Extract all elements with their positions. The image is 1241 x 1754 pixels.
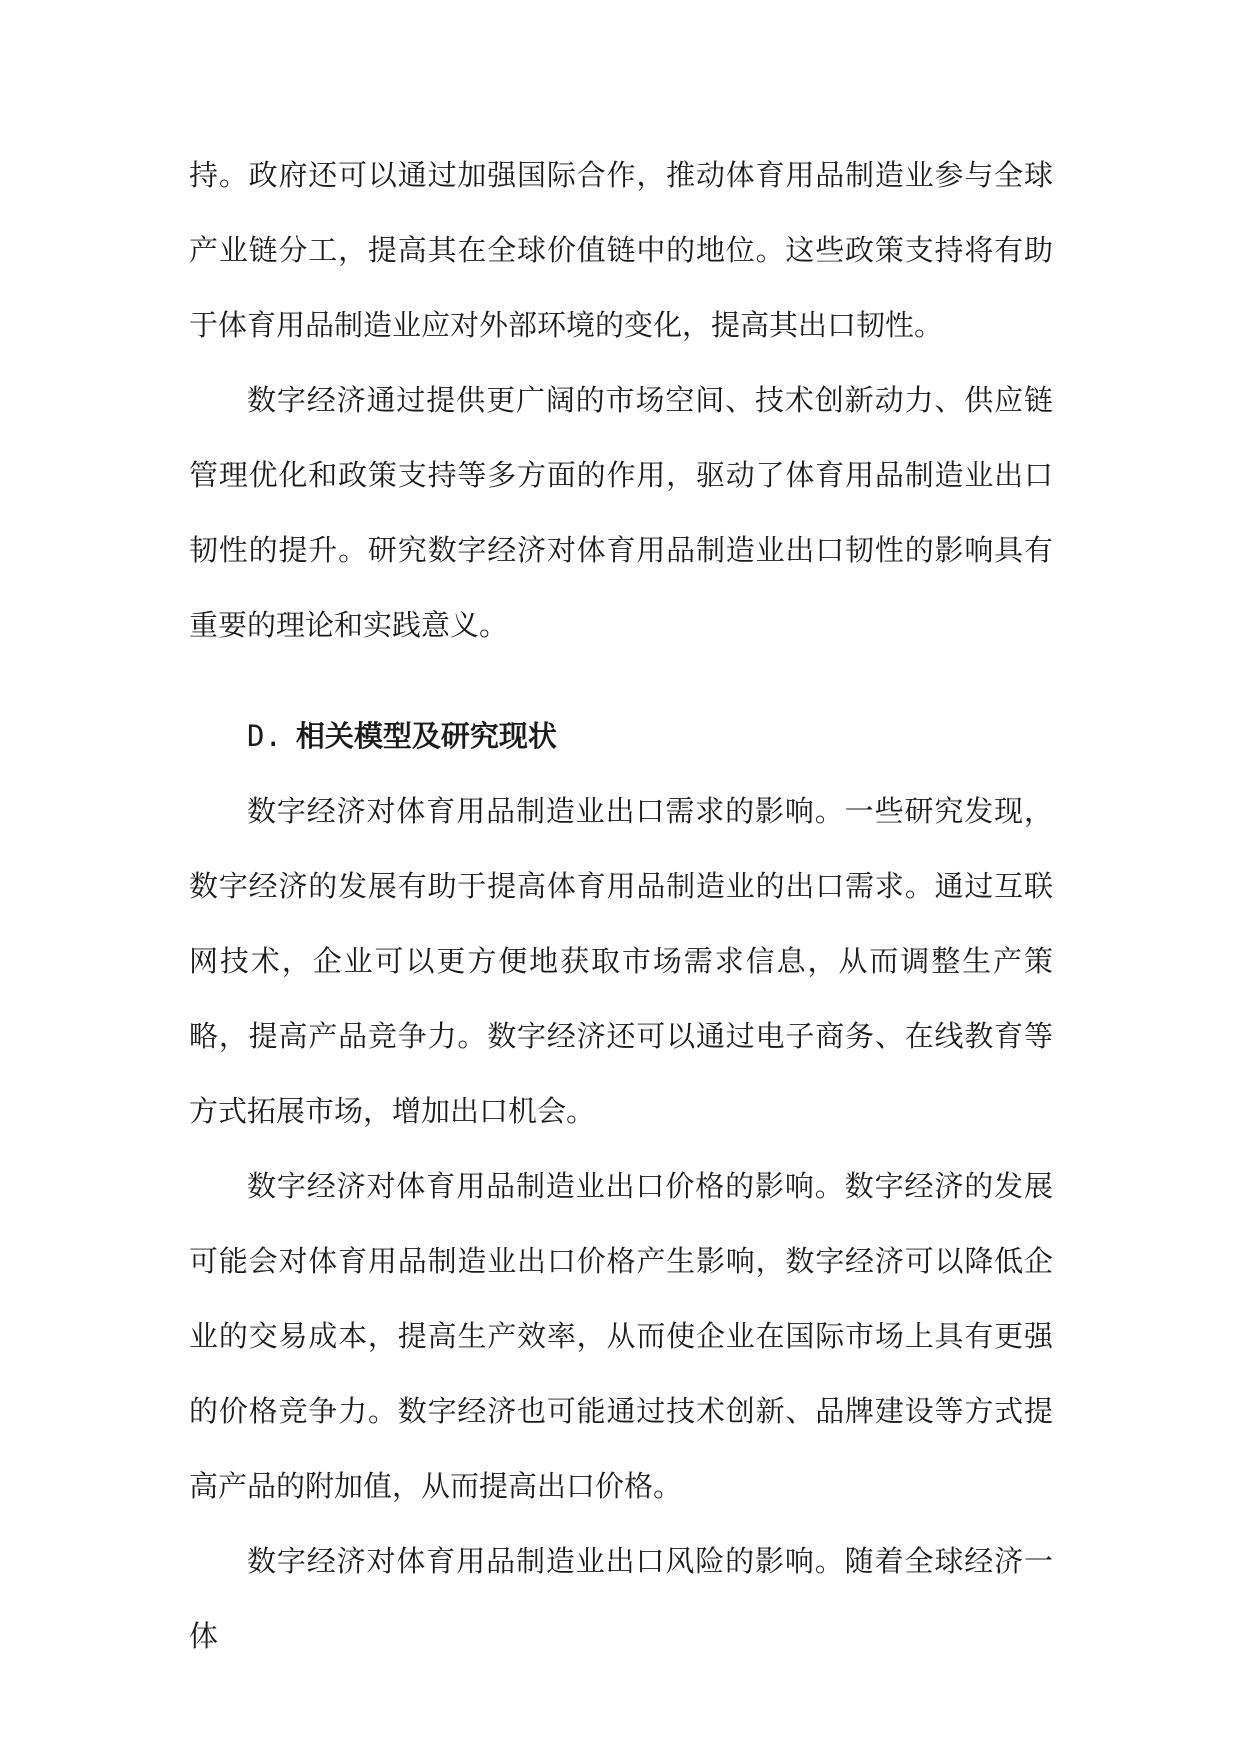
- section-title: 相关模型及研究现状: [295, 719, 557, 753]
- paragraph-export-price: 数字经济对体育用品制造业出口价格的影响。数字经济的发展可能会对体育用品制造业出口价格产生影响，数字经济可以降低企业的交易成本，提高生产效率，从而使企业在国际市场上具有更强的价格竞争力。数字经济也可能通过技术创新、品牌建设等方式提高产品的附加值，从而提高出口价格。: [189, 1169, 1053, 1503]
- paragraph-policy-support-continued: 持。政府还可以通过加强国际合作，推动体育用品制造业参与全球产业链分工，提高其在全球价值链中的地位。这些政策支持将有助于体育用品制造业应对外部环境的变化，提高其出口韧性。: [189, 158, 1053, 342]
- document-page: [189, 138, 1053, 1674]
- paragraph-export-risk: 数字经济对体育用品制造业出口风险的影响。随着全球经济一体: [189, 1544, 1053, 1653]
- paragraph-digital-economy-summary: 数字经济通过提供更广阔的市场空间、技术创新动力、供应链管理优化和政策支持等多方面的作用，驱动了体育用品制造业出口韧性的提升。研究数字经济对体育用品制造业出口韧性的影响具有重要的理论和实践意义。: [189, 383, 1053, 642]
- section-label: D.: [247, 719, 282, 753]
- paragraph-export-demand: 数字经济对体育用品制造业出口需求的影响。一些研究发现，数字经济的发展有助于提高体育用品制造业的出口需求。通过互联网技术，企业可以更方便地获取市场需求信息，从而调整生产策略，提高产品竞争力。数字经济还可以通过电子商务、在线教育等方式拓展市场，增加出口机会。: [189, 794, 1053, 1128]
- section-gap: [189, 663, 1053, 699]
- section-heading: [247, 699, 1053, 774]
